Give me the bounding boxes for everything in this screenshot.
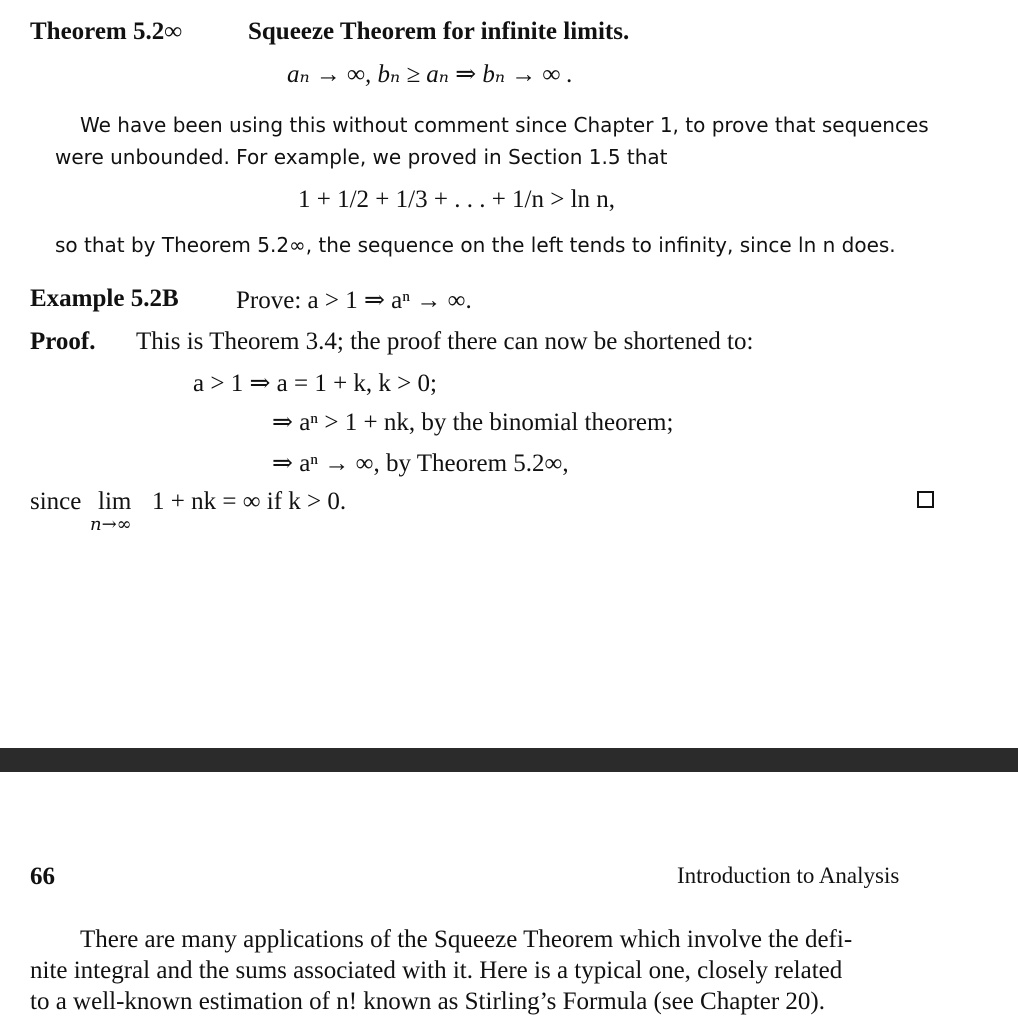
- since-prefix: since: [30, 488, 82, 515]
- theorem-statement: aₙ → ∞, bₙ ≥ aₙ ⇒ bₙ → ∞ .: [287, 61, 573, 88]
- page-2-line-1: There are many applications of the Squeeze Theorem which involve the defi-: [80, 926, 853, 953]
- proof-step-2: ⇒ aⁿ > 1 + nk, by the binomial theorem;: [272, 409, 674, 436]
- example-statement: Prove: a > 1 ⇒ aⁿ → ∞.: [236, 287, 472, 314]
- since-statement: 1 + nk = ∞ if k > 0.: [152, 488, 347, 515]
- proof-step-3: ⇒ aⁿ → ∞, by Theorem 5.2∞,: [272, 450, 569, 477]
- paragraph-1-line-2: were unbounded. For example, we proved in Section 1.5 that: [55, 145, 668, 169]
- page-separator-band: [0, 748, 1018, 772]
- proof-label: Proof.: [30, 328, 96, 355]
- page-2-line-2: nite integral and the sums associated with it. Here is a typical one, closely related: [30, 957, 843, 984]
- theorem-label: Theorem 5.2∞: [30, 18, 183, 45]
- limit-operator: lim: [98, 488, 132, 515]
- running-head: Introduction to Analysis: [677, 863, 900, 888]
- paragraph-2: so that by Theorem 5.2∞, the sequence on the left tends to infinity, since ln n does.: [55, 233, 896, 257]
- page-number: 66: [30, 863, 55, 890]
- page-2-line-3: to a well-known estimation of n! known as Stirling’s Formula (see Chapter 20).: [30, 988, 826, 1015]
- proof-step-1: a > 1 ⇒ a = 1 + k, k > 0;: [193, 370, 437, 397]
- example-label: Example 5.2B: [30, 285, 179, 312]
- proof-intro: This is Theorem 3.4; the proof there can now be shortened to:: [136, 328, 754, 355]
- theorem-title: Squeeze Theorem for infinite limits.: [248, 18, 630, 45]
- limit-subscript: n→∞: [90, 514, 132, 535]
- harmonic-inequality: 1 + 1/2 + 1/3 + . . . + 1/n > ln n,: [298, 186, 616, 213]
- qed-box-icon: [917, 491, 934, 508]
- paragraph-1-line-1: We have been using this without comment since Chapter 1, to prove that sequences: [80, 113, 929, 137]
